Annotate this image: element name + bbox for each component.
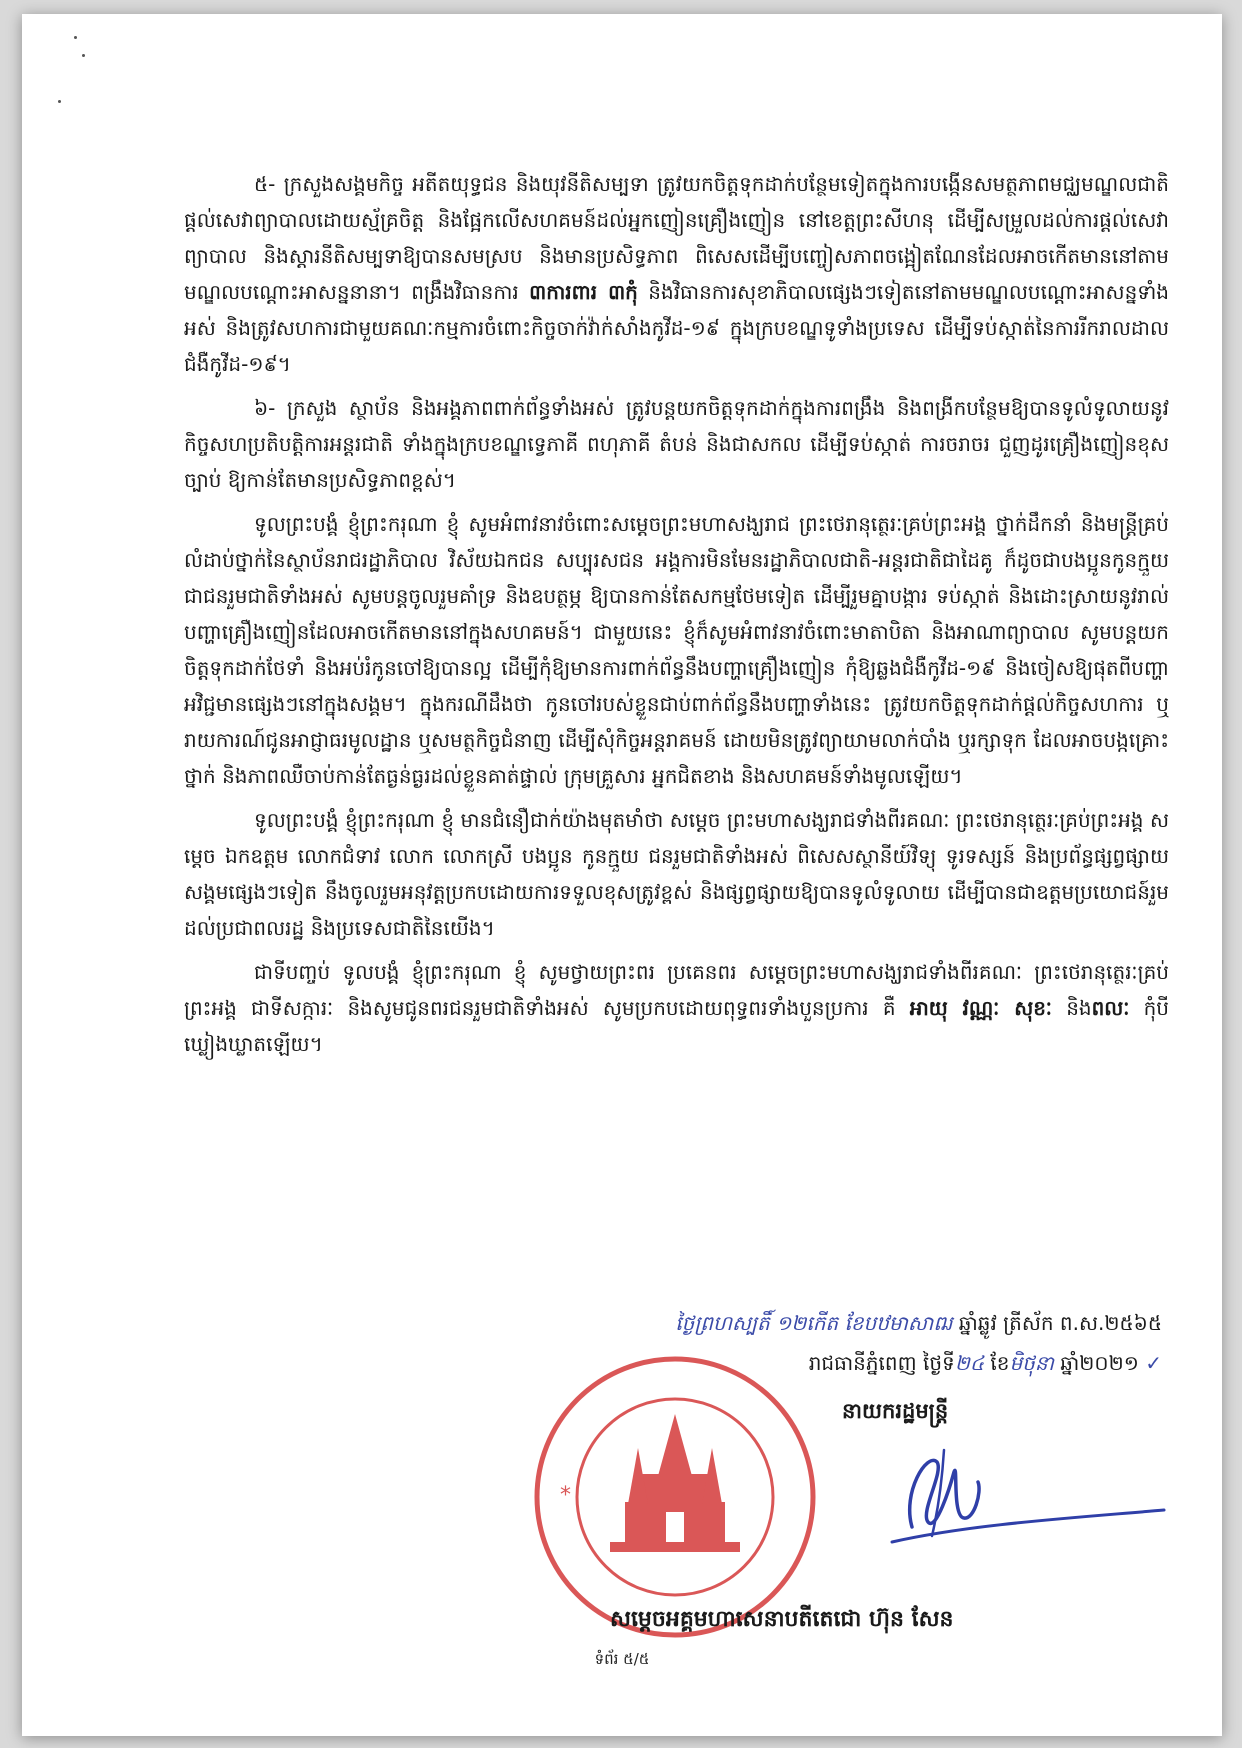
bold-text: ៣ការពារ ៣កុំ [529,280,638,304]
handwritten-signature [832,1432,1172,1562]
paragraph-text: និងវិធានការសុខាភិបាលផ្សេងៗទៀតនៅតាមមណ្ឌលបណ្តោះអាសន្នទាំងអស់ និងត្រូវសហការជាមួយគណៈកម្មការចំពោះកិច្ចចាក់វ៉ាក់សាំងកូវីដ-១៩ ក្នុងក្របខណ្ឌទូទាំងប្រទេស ដើម្បីទប់ស្កាត់នៃការរីករាលដាលជំងឺកូវីដ-១៩។ [184,280,1170,376]
paragraph-text: ទូលព្រះបង្គំ ខ្ញុំព្រះករុណា ខ្ញុំ មានជំនឿជាក់យ៉ាងមុតមាំថា សម្តេច ព្រះមហាសង្ឃរាជទាំងពីរគណៈ ព្រះថេរានុត្ថេរៈគ្រប់ព្រះអង្គ សម្តេច ឯកឧត្តម លោកជំទាវ លោក លោកស្រី បងប្អូន កូនក្មួយ ជនរួមជាតិទាំងអស់ ពិសេសស្ថានីយ៍វិទ្យុ ទូរទស្សន៍ និងប្រព័ន្ធផ្សព្វផ្សាយសង្គមផ្សេងៗទៀត នឹងចូលរួមអនុវត្តប្រកបដោយការទទួលខុសត្រូវខ្ពស់ និងផ្សព្វផ្សាយឱ្យបានទូលំទូលាយ ដើម្បីបានជាឧត្តមប្រយោជន៍រួមដល់ប្រជាពលរដ្ឋ និងប្រទេសជាតិនៃយើង។ [184,808,1169,940]
solar-date-line [809,1350,1162,1380]
paragraph-text: ជាទីបញ្ចប់ ទូលបង្គំ ខ្ញុំព្រះករុណា ខ្ញុំ សូមថ្វាយព្រះពរ ប្រគេនពរ សម្តេចព្រះមហាសង្ឃរាជទាំងពីរគណៈ ព្រះថេរានុត្ថេរៈគ្រប់ព្រះអង្គ ជាទីសក្ការៈ និងសូមជូនពរជនរួមជាតិទាំងអស់ សូមប្រកបដោយពុទ្ធពរទាំងបួនប្រការ គឺ [184,960,1169,1020]
paragraph-6 [184,390,1169,498]
lunar-date-line [675,1310,1162,1340]
printed-lunar-year: ឆ្នាំឆ្លូវ ត្រីស័ក ព.ស.២៥៦៥ [958,1311,1162,1335]
handwritten-lunar-date: ថ្ងៃព្រហស្បតិ៍ ១២កើត ខែបឋមាសាឍ [675,1311,953,1335]
check-mark-icon: ✓ [1145,1351,1162,1375]
scan-speck [82,54,85,57]
paragraph-text: ទូលព្រះបង្គំ ខ្ញុំព្រះករុណា ខ្ញុំ សូមអំពាវនាវចំពោះសម្តេចព្រះមហាសង្ឃរាជ ព្រះថេរានុត្ថេរៈគ្រប់ព្រះអង្គ ថ្នាក់ដឹកនាំ និងមន្ត្រីគ្រប់លំដាប់ថ្នាក់នៃស្ថាប័នរាជរដ្ឋាភិបាល វិស័យឯកជន សប្បុរសជន អង្គការមិនមែនរដ្ឋាភិបាលជាតិ-អន្តរជាតិជាដៃគូ ក៏ដូចជាបងប្អូនកូនក្មួយជាជនរួមជាតិទាំងអស់ សូមបន្តចូលរួមគាំទ្រ និងឧបត្ថម្ភ ឱ្យបានកាន់តែសកម្មថែមទៀត ដើម្បីរួមគ្នាបង្ការ ទប់ស្កាត់ និងដោះស្រាយនូវរាល់បញ្ហាគ្រឿងញៀនដែលអាចកើតមាននៅក្នុងសហគមន៍។ ជាមួយនេះ ខ្ញុំក៏សូមអំពាវនាវចំពោះមាតាបិតា និងអាណាព្យាបាល សូមបន្តយកចិត្តទុកដាក់ថែទាំ និងអប់រំកូនចៅឱ្យបានល្អ ដើម្បីកុំឱ្យមានការពាក់ព័ន្ធនឹងបញ្ហាគ្រឿងញៀន កុំឱ្យឆ្លងជំងឺកូវីដ-១៩ និងចៀសឱ្យផុតពីបញ្ហាអវិជ្ជមានផ្សេងៗនៅក្នុងសង្គម។ ក្នុងករណីដឹងថា កូនចៅរបស់ខ្លួនជាប់ពាក់ព័ន្ធនឹងបញ្ហាទាំងនេះ ត្រូវយកចិត្តទុកដាក់ផ្តល់កិច្ចសហការ ឬរាយការណ៍ជូនអាជ្ញាធរមូលដ្ឋាន ឬសមត្ថកិច្ចជំនាញ ដើម្បីសុំកិច្ចអន្តរាគមន៍ ដោយមិនត្រូវព្យាយាមលាក់បាំង ឬរក្សាទុក ដែលអាចបង្កគ្រោះថ្នាក់ និងភាពឈឺចាប់កាន់តែធ្ងន់ធ្ងរដល់ខ្លួនគាត់ផ្ទាល់ ក្រុមគ្រួសារ អ្នកជិតខាង និងសហគមន៍ទាំងមូលឡើយ។ [184,512,1169,788]
paragraph-text: ៦- ក្រសួង ស្ថាប័ន និងអង្គភាពពាក់ព័ន្ធទាំងអស់ ត្រូវបន្តយកចិត្តទុកដាក់ក្នុងការពង្រឹង និងពង្រីកបន្ថែមឱ្យបានទូលំទូលាយនូវកិច្ចសហប្រតិបត្តិការអន្តរជាតិ ទាំងក្នុងក្របខណ្ឌទ្វេភាគី ពហុភាគី តំបន់ និងជាសកល ដើម្បីទប់ស្កាត់ ការចរាចរ ជួញដូរគ្រឿងញៀនខុសច្បាប់ ឱ្យកាន់តែមានប្រសិទ្ធភាពខ្ពស់។ [184,396,1169,492]
paragraph-belief [184,802,1169,946]
page-number: ទំព័រ ៥/៥ [594,1650,650,1668]
document-page [22,14,1222,1736]
handwritten-day: ២៤ [954,1351,985,1375]
official-seal [530,1352,820,1642]
date-year: ឆ្នាំ២០២១ [1053,1351,1139,1375]
handwritten-month: មិថុនា [1009,1351,1054,1375]
bold-text: អាយុ វណ្ណៈ សុខៈ [909,996,1053,1020]
role-title: នាយករដ្ឋមន្ត្រី [842,1399,949,1423]
scan-speck [58,100,61,103]
letter-body [184,166,1169,1070]
signer-name: សម្តេចអគ្គមហាសេនាបតីតេជោ ហ៊ុន សែន [610,1607,954,1632]
paragraph-appeal [184,506,1169,794]
date-prefix: រាជធានីភ្នំពេញ ថ្ងៃទី [808,1351,955,1375]
paragraph-text: និង [1052,996,1092,1020]
bold-text: ពលៈ [1091,996,1130,1020]
signature-block [502,1302,1162,1632]
paragraph-text: ៥- ក្រសួងសង្គមកិច្ច អតីតយុទ្ធជន និងយុវនីតិសម្បទា ត្រូវយកចិត្តទុកដាក់បន្ថែមទៀតក្នុងការបង្កើនសមត្ថភាពមជ្ឈមណ្ឌលជាតិផ្តល់សេវាព្យាបាលដោយស្ម័គ្រចិត្ត និងផ្អែកលើសហគមន៍ដល់អ្នកញៀនគ្រឿងញៀន នៅខេត្តព្រះសីហនុ ដើម្បីសម្រួលដល់ការផ្តល់សេវាព្យាបាល និងស្តារនីតិសម្បទាឱ្យបានសមស្រប និងមានប្រសិទ្ធភាព ពិសេសដើម្បីបញ្ចៀសភាពចង្អៀតណែនដែលអាចកើតមាននៅតាមមណ្ឌលបណ្តោះអាសន្ននានា។ ពង្រឹងវិធានការ [184,172,1169,304]
paragraph-text: កុំបីឃ្លៀងឃ្លាតឡើយ។ [184,996,1169,1056]
month-label: ខែ [984,1351,1010,1375]
svg-text:*: * [560,1483,571,1508]
paragraph-closing [184,954,1169,1062]
scan-speck [74,36,77,39]
paragraph-5 [184,166,1169,382]
